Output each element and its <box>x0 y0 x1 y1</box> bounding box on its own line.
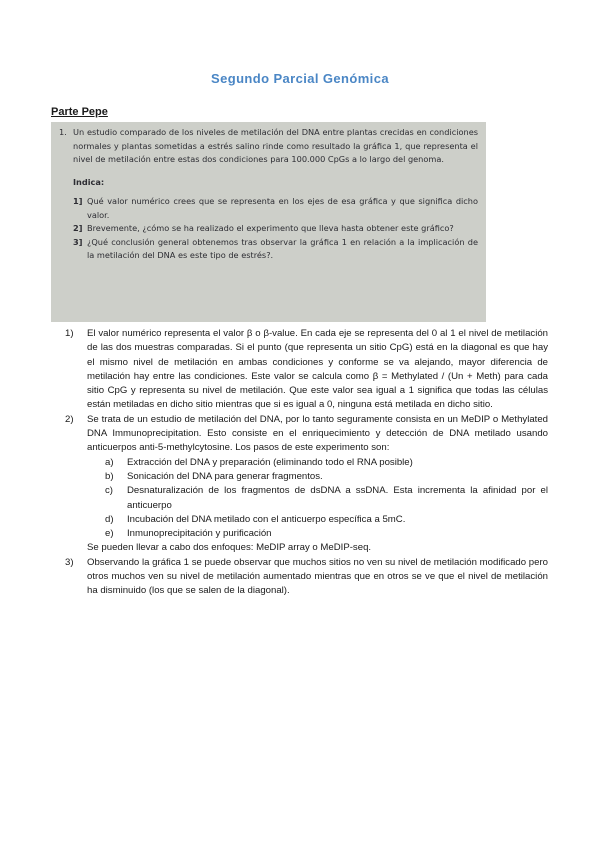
answer-text: Observando la gráfica 1 se puede observar que muchos sitios no ven su nivel de metilación modificado pero otros muchos ven su nivel de metilación aumentado mientras que en otros se ve que el nivel de metilación ha disminuido (los que se salen de la diagonal). <box>87 556 548 597</box>
answer-text: El valor numérico representa el valor β o β-value. En cada eje se representa del 0 al 1 el nivel de metilación de las dos muestras comparadas. Si el punto (que representa un sitio CpG) está en la diagonal es que hay el mismo nivel de metilación en ambas condiciones y conforme se va alejando, mayor diferencia de metilación hay entre las condiciones. Este valor se calcula como β = Methylated / (Un + Meth) para cada sitio CpG y representa su nivel de metilación. Que este valor sea igual a 1 significa que todas las células están metiladas en dicho sitio mientras que si es igual a 0, ninguna está metilada en dicho sitio. <box>87 328 548 411</box>
question-item <box>73 195 478 222</box>
question-item-number: 2] <box>73 223 83 233</box>
steps-list <box>87 456 548 542</box>
step-item <box>105 456 548 470</box>
answer-number: 1) <box>65 328 74 339</box>
step-item <box>105 484 548 513</box>
step-letter: a) <box>105 456 114 468</box>
step-letter: d) <box>105 513 114 525</box>
step-item <box>105 470 548 484</box>
step-text: Inmunoprecipitación y purificación <box>127 528 272 540</box>
question-photo <box>51 122 486 322</box>
answers-list <box>65 327 548 599</box>
section-heading: Parte Pepe <box>51 106 108 118</box>
step-letter: e) <box>105 528 114 540</box>
answer-body <box>87 413 548 556</box>
answer-closing: Se pueden llevar a cabo dos enfoques: MeDIP array o MeDIP-seq. <box>87 542 372 554</box>
step-text: Extracción del DNA y preparación (eliminando todo el RNA posible) <box>127 456 413 468</box>
step-letter: c) <box>105 485 113 497</box>
question-indica: Indica: <box>73 176 105 187</box>
step-item <box>105 527 548 541</box>
question-item-number: 3] <box>73 236 83 247</box>
question-statement <box>59 126 478 167</box>
step-text: Desnaturalización de los fragmentos de dsDNA a ssDNA. Esta incrementa la afinidad por el anticuerpo <box>127 485 548 511</box>
document-title: Segundo Parcial Genómica <box>211 71 389 86</box>
question-number: 1. <box>59 127 67 137</box>
answer-number: 2) <box>65 413 74 425</box>
answer-3 <box>65 556 548 599</box>
question-item-text: ¿Qué conclusión general obtenemos tras observar la gráfica 1 en relación a la implicación de la metilación del DNA es este tipo de estrés?. <box>87 236 478 260</box>
step-text: Sonicación del DNA para generar fragmentos. <box>127 470 323 482</box>
step-letter: b) <box>105 470 114 482</box>
answer-2 <box>65 413 548 556</box>
question-item-text: Brevemente, ¿cómo se ha realizado el experimento que lleva hasta obtener este gráfico? <box>87 223 454 233</box>
step-text: Incubación del DNA metilado con el anticuerpo específica a 5mC. <box>127 513 406 525</box>
question-item-number: 1] <box>73 196 83 206</box>
step-item <box>105 513 548 527</box>
answer-text: Se trata de un estudio de metilación del DNA, por lo tanto seguramente consista en un MeDIP o Methylated DNA Immunoprecipitation. Esto consiste en el enriquecimiento y detección de DNA metilado usando anticuerpos anti-5-methylcytosine. Los pasos de este experimento son: <box>87 413 548 454</box>
answer-1 <box>65 327 548 413</box>
question-item-text: Qué valor numérico crees que se representa en los ejes de esa gráfica y que significa dicho valor. <box>87 196 478 220</box>
question-item <box>73 222 478 236</box>
question-text: Un estudio comparado de los niveles de metilación del DNA entre plantas crecidas en condiciones normales y plantas sometidas a estrés salino rinde como resultado la gráfica 1, que representa el nivel de metilación entre estas dos condiciones para 100.000 CpGs a lo largo del genoma. <box>73 127 478 164</box>
answer-number: 3) <box>65 556 74 568</box>
question-item <box>73 236 478 263</box>
